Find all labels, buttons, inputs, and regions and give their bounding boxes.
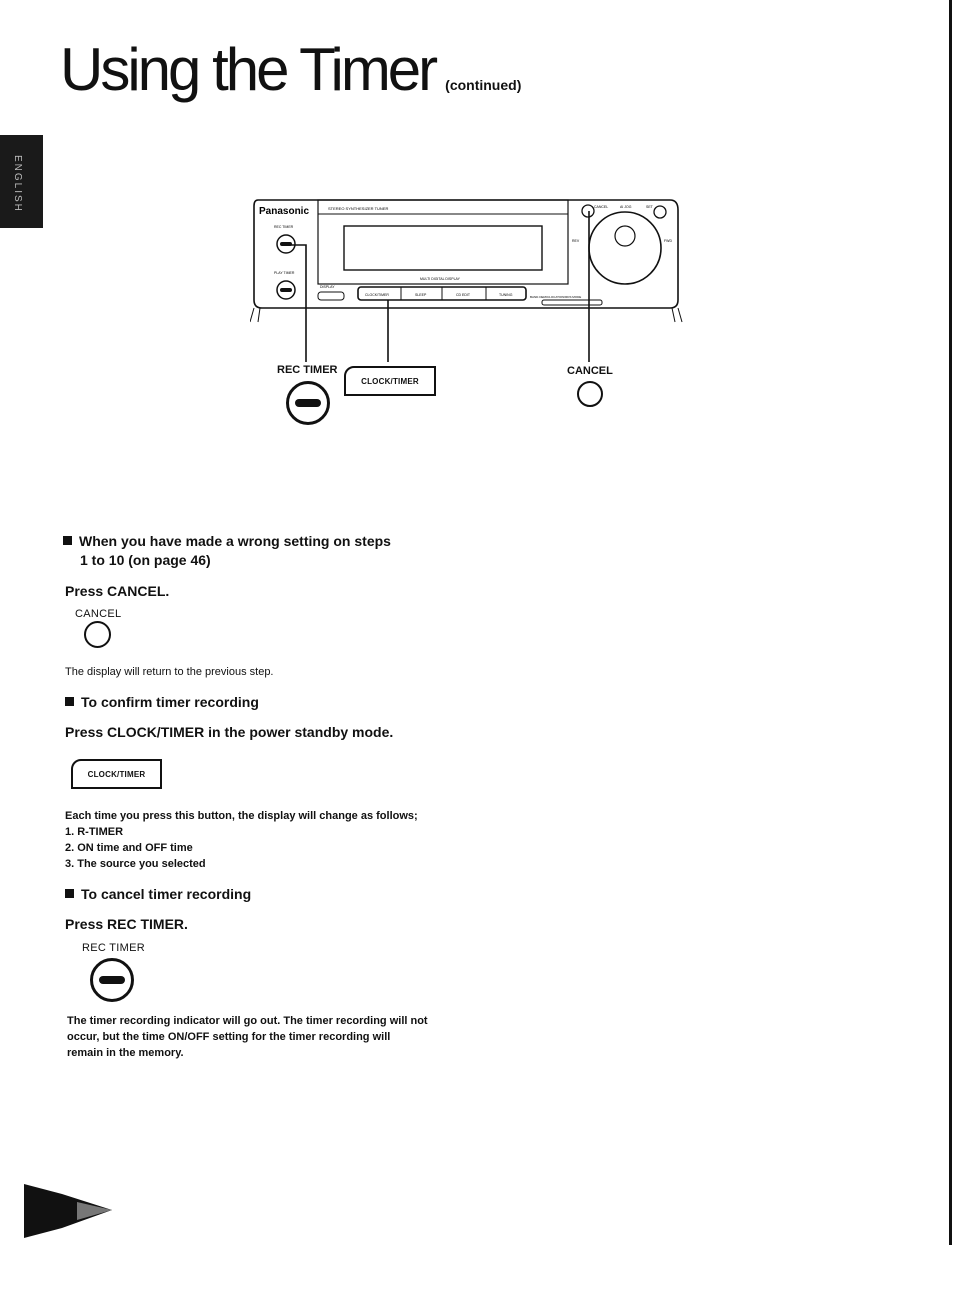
cancel-button[interactable] [577,381,603,407]
bullet-square-icon [63,536,72,545]
ai-jog-small-label: AI JOG [620,205,632,209]
brand-label: Panasonic [259,206,310,217]
language-tab-label: ENGLISH [12,155,23,213]
cancel-note-line3: remain in the memory. [67,1047,184,1059]
cancel-instruction: Press REC TIMER. [65,916,188,932]
rec-timer-small-label: REC TIMER [274,225,294,229]
rec-timer-button-example[interactable] [90,958,134,1002]
confirm-heading [65,693,259,712]
wrong-setting-instruction: Press CANCEL. [65,583,170,599]
rev-small-label: REV [572,239,580,243]
tuning-small-label: TUNING [499,293,513,297]
bullet-square-icon [65,889,74,898]
band-small-label: BAND·DEMO/LOCATION/RDS MODE [530,295,582,299]
cancel-heading [65,885,251,904]
clock-timer-button[interactable]: CLOCK/TIMER [344,366,436,396]
language-tab [0,135,43,228]
confirm-list [65,824,206,872]
confirm-heading-text: To confirm timer recording [81,694,259,710]
callout-cancel-label: CANCEL [567,365,613,377]
bullet-square-icon [65,697,74,706]
wrong-setting-note: The display will return to the previous step. [65,666,274,678]
page-edge-rule [949,0,952,1245]
set-small-label: SET [646,205,653,209]
callout-rec-timer-label: REC TIMER [277,364,338,376]
rec-timer-button[interactable] [286,381,330,425]
wrong-setting-heading-line2: 1 to 10 (on page 46) [80,552,211,568]
fwd-small-label: FWD [664,239,672,243]
list-item: 2. ON time and OFF time [65,842,193,854]
cancel-note-line1: The timer recording indicator will go out. The timer recording will not [67,1015,428,1027]
cancel-heading-text: To cancel timer recording [81,886,252,902]
cancel-button-label: REC TIMER [82,942,146,954]
minus-button-icon [99,976,125,984]
cancel-small-label: CANCEL [594,205,609,209]
corner-arrow-icon [22,1180,117,1240]
page-title-suffix: (continued) [445,77,522,93]
display-header-text: STEREO SYNTHESIZER TUNER [328,206,389,211]
confirm-note: Each time you press this button, the display will change as follows; [65,810,418,822]
wrong-setting-heading [63,532,391,570]
play-timer-small-label: PLAY TIMER [274,271,295,275]
list-item: 1. R-TIMER [65,826,124,838]
page-title-text: Using the Timer [60,36,436,103]
minus-button-icon [295,399,321,407]
display-small-label: DISPLAY [320,285,335,289]
confirm-instruction: Press CLOCK/TIMER in the power standby mode. [65,724,394,740]
wrong-setting-heading-line1: When you have made a wrong setting on steps [79,533,391,549]
cd-edit-small-label: CD EDIT [456,293,470,297]
cancel-note-line2: occur, but the time ON/OFF setting for the timer recording will [67,1031,391,1043]
page-title [60,30,521,125]
clock-timer-small-label: CLOCK/TIMER [365,293,389,297]
clock-timer-button-example[interactable]: CLOCK/TIMER [71,759,162,789]
sleep-small-label: SLEEP [415,293,427,297]
cancel-note [67,1013,439,1061]
display-caption: MULTI DIGITAL DISPLAY [420,277,460,281]
cancel-button-example[interactable] [84,621,111,648]
wrong-setting-button-label: CANCEL [75,608,122,620]
list-item: 3. The source you selected [65,858,206,870]
